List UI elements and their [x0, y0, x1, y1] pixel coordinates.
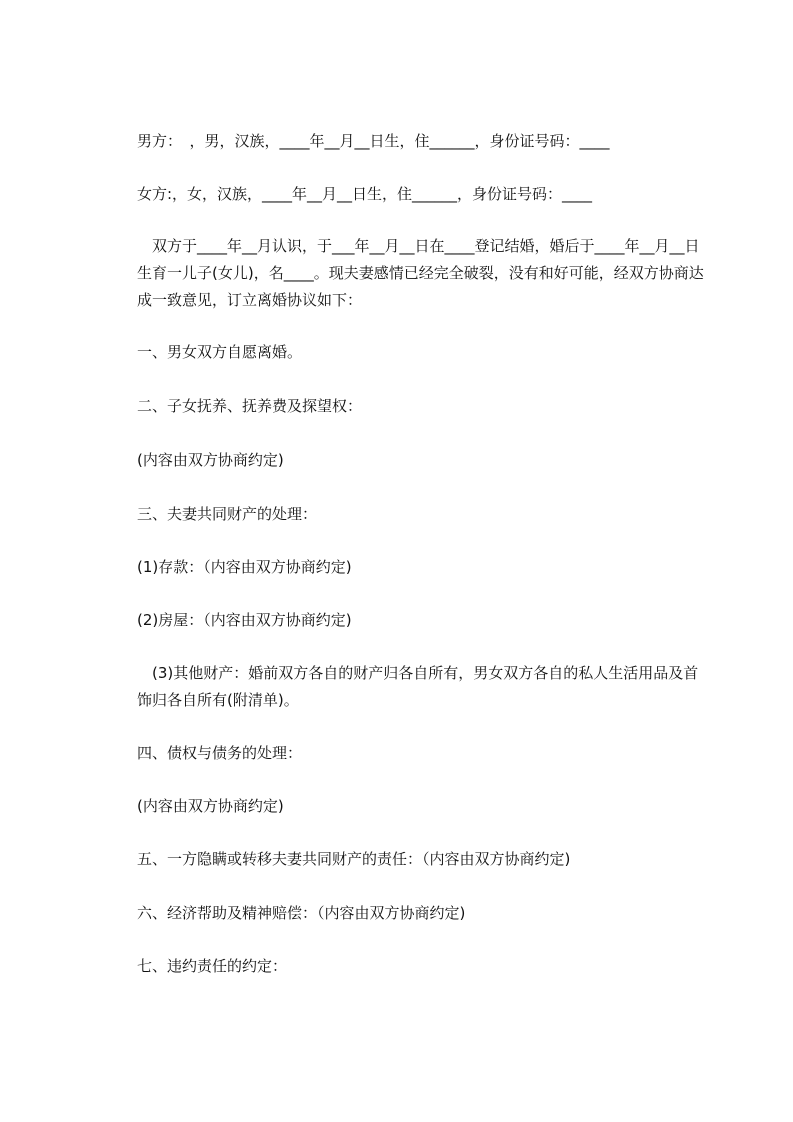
- clause-2-heading: 二、子女抚养、抚养费及探望权：: [137, 397, 363, 415]
- marriage-background: 双方于____年__月认识，于___年__月__日在____登记结婚，婚后于____年__月__日生育一儿子(女儿)，名____。现夫妻感情已经完全破裂，没有和好可能，经双方协商达成一致意见，订立离婚协议如下：: [137, 237, 704, 309]
- clause-2-content: (内容由双方协商约定): [137, 451, 284, 469]
- clause-4-heading: 四、债权与债务的处理：: [137, 744, 303, 762]
- clause-7-heading: 七、违约责任的约定：: [137, 957, 288, 975]
- clause-3-deposits: (1)存款：（内容由双方协商约定): [137, 558, 352, 576]
- clause-6: 六、经济帮助及精神赔偿：（内容由双方协商约定): [137, 904, 466, 922]
- husband-info: 男方： ，男，汉族，____年__月__日生，住______，身份证号码：____: [137, 132, 610, 150]
- wife-info: 女方:，女，汉族，____年__月__日生，住______，身份证号码：____: [137, 185, 593, 203]
- clause-3-house: (2)房屋：（内容由双方协商约定): [137, 611, 352, 629]
- clause-1-voluntary-divorce: 一、男女双方自愿离婚。: [137, 343, 303, 361]
- clause-3-heading: 三、夫妻共同财产的处理：: [137, 505, 318, 523]
- clause-5: 五、一方隐瞒或转移夫妻共同财产的责任：（内容由双方协商约定): [137, 850, 571, 868]
- clause-4-content: (内容由双方协商约定): [137, 797, 284, 815]
- clause-3-other-property: (3)其他财产：婚前双方各自的财产归各自所有，男女双方各自的私人生活用品及首饰归各自所有(附清单)。: [137, 664, 699, 709]
